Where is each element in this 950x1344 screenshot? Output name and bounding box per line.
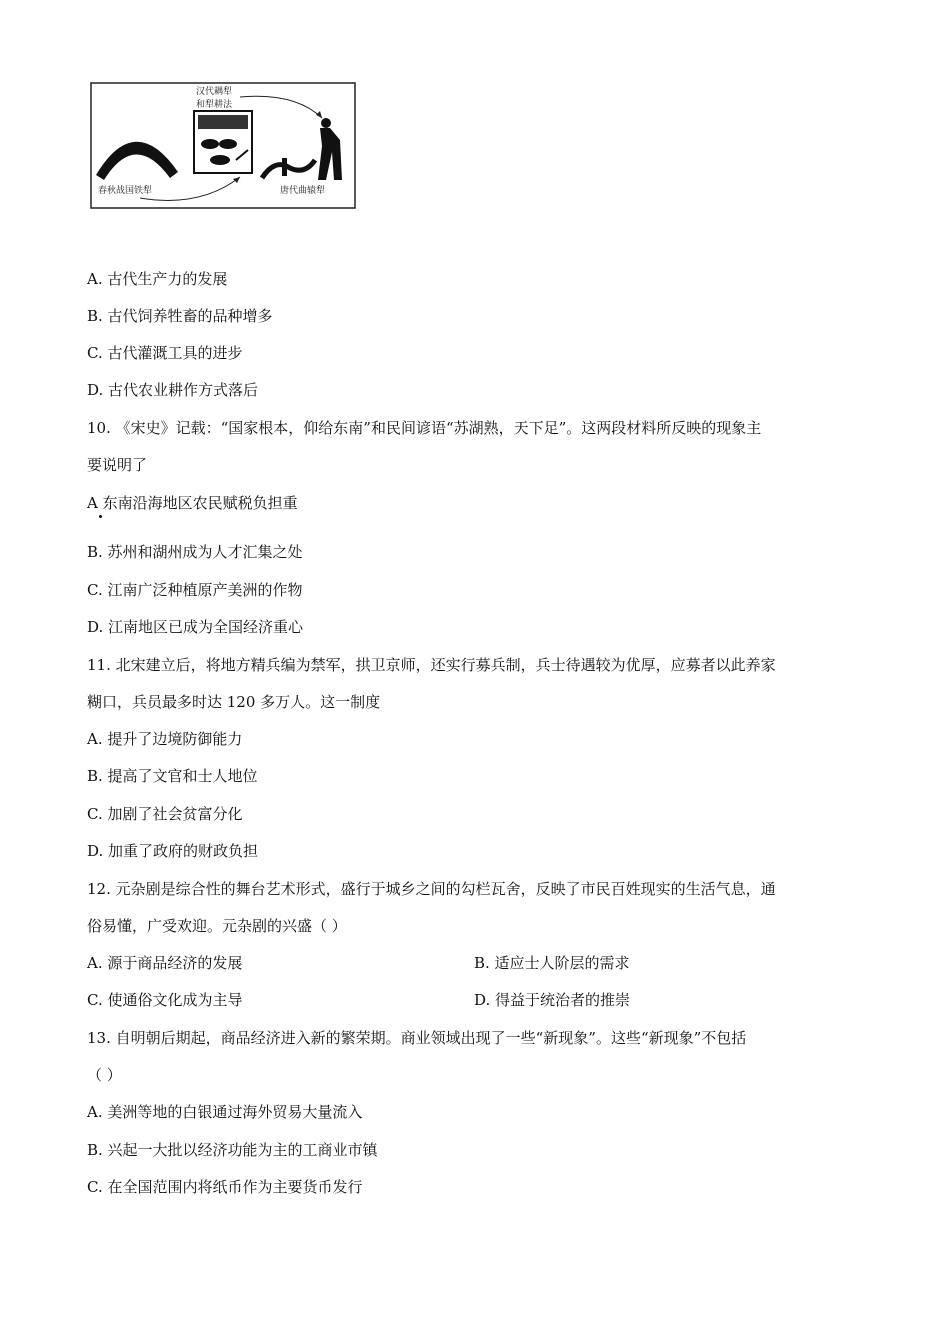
farmer-head-drawing (321, 118, 331, 128)
q11-option-c: C. 加剧了社会贫富分化 (87, 805, 243, 823)
q11-option-b: B. 提高了文官和士人地位 (87, 767, 258, 785)
q12-option-c: C. 使通俗文化成为主导 (87, 991, 243, 1009)
q10-option-a: A 东南沿海地区农民赋税负担重 (87, 494, 298, 512)
q9-option-a: A. 古代生产力的发展 (87, 270, 228, 288)
q9-option-b: B. 古代饲养牲畜的品种增多 (87, 307, 273, 325)
plough-figure-svg (90, 80, 356, 210)
q10-stem-line1: 10. 《宋史》记载：“国家根本，仰给东南”和民间谚语“苏湖熟，天下足”。这两段材料所反映的现象主 (87, 419, 762, 437)
ox-drawing (219, 139, 237, 149)
q13-option-a: A. 美洲等地的白银通过海外贸易大量流入 (87, 1103, 363, 1121)
q11-option-a: A. 提升了边境防御能力 (87, 730, 243, 748)
q11-option-d: D. 加重了政府的财政负担 (87, 842, 259, 860)
ox-drawing (201, 139, 219, 149)
q13-option-c: C. 在全国范围内将纸币作为主要货币发行 (87, 1178, 363, 1196)
q12-option-b: B. 适应士人阶层的需求 (474, 954, 630, 972)
q12-option-d: D. 得益于统治者的推崇 (474, 991, 631, 1009)
q10-option-b: B. 苏州和湖州成为人才汇集之处 (87, 543, 303, 561)
label-han-method: 和犁耕法 (196, 100, 233, 110)
option-dot-mark (99, 515, 102, 518)
han-picture-pattern (198, 115, 248, 129)
q10-option-c: C. 江南广泛种植原产美洲的作物 (87, 581, 303, 599)
q10-stem-line2: 要说明了 (87, 456, 148, 474)
label-tang-plough: 唐代曲辕犁 (280, 186, 326, 196)
q12-stem-line1: 12. 元杂剧是综合性的舞台艺术形式，盛行于城乡之间的勾栏瓦舍，反映了市民百姓现实的生活气息，通 (87, 880, 776, 898)
q9-option-d: D. 古代农业耕作方式落后 (87, 381, 259, 399)
q10-option-d: D. 江南地区已成为全国经济重心 (87, 618, 304, 636)
curved-plough-post (282, 158, 287, 176)
q13-stem-line1: 13. 自明朝后期起，商品经济进入新的繁荣期。商业领域出现了一些“新现象”。这些“新现象”不包括 (87, 1029, 747, 1047)
plough-evolution-figure (90, 80, 356, 210)
q11-stem-line2: 糊口，兵员最多时达 120 多万人。这一制度 (87, 693, 381, 711)
q12-stem-line2: 俗易懂，广受欢迎。元杂剧的兴盛（ ） (87, 917, 347, 935)
q13-option-b: B. 兴起一大批以经济功能为主的工商业市镇 (87, 1141, 378, 1159)
q12-option-a: A. 源于商品经济的发展 (87, 954, 243, 972)
q9-option-c: C. 古代灌溉工具的进步 (87, 344, 243, 362)
label-chunqiu-plough: 春秋战国铁犁 (98, 186, 153, 196)
ox-drawing (210, 155, 230, 165)
q13-stem-line2: （ ） (87, 1066, 122, 1084)
label-han-plough: 汉代耦犁 (196, 87, 233, 97)
q11-stem-line1: 11. 北宋建立后，将地方精兵编为禁军，拱卫京师，还实行募兵制，兵士待遇较为优厚，应募者以此养家 (87, 656, 776, 674)
